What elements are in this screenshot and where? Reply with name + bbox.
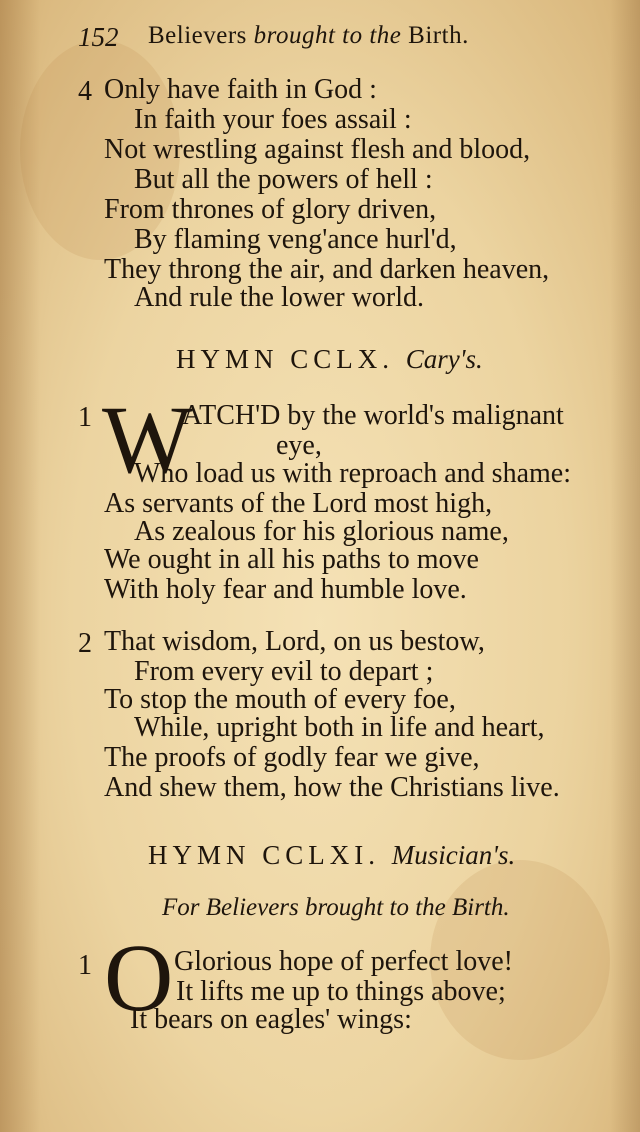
hymn-title bbox=[176, 344, 483, 375]
verse-line: eye, bbox=[276, 430, 322, 461]
binding-shadow bbox=[0, 0, 40, 1132]
running-header bbox=[78, 22, 618, 56]
hymn-tune: Cary's. bbox=[405, 344, 483, 374]
verse-line: From thrones of glory driven, bbox=[104, 194, 437, 225]
verse-line: ATCH'D by the world's malignant bbox=[182, 400, 564, 431]
verse-line: Only have faith in God : bbox=[104, 74, 377, 105]
verse-line: In faith your foes assail : bbox=[134, 104, 412, 135]
running-title bbox=[148, 22, 469, 50]
verse-line: The proofs of godly fear we give, bbox=[104, 742, 480, 773]
running-title-start: Believers bbox=[148, 22, 247, 49]
verse-line: As zealous for his glorious name, bbox=[134, 516, 509, 547]
verse-line: And shew them, how the Christians live. bbox=[104, 772, 560, 803]
stanza-number: 1 bbox=[78, 950, 92, 981]
verse-line: While, upright both in life and heart, bbox=[134, 712, 545, 743]
verse-line: We ought in all his paths to move bbox=[104, 544, 479, 575]
verse-line: And rule the lower world. bbox=[134, 282, 425, 313]
verse-line: That wisdom, Lord, on us bestow, bbox=[104, 626, 485, 657]
hymn-number: HYMN CCLX. bbox=[176, 344, 395, 374]
hymn-subtitle: For Believers brought to the Birth. bbox=[162, 894, 510, 921]
page-number: 152 bbox=[78, 22, 119, 52]
verse-line: From every evil to depart ; bbox=[134, 656, 434, 687]
running-title-end: Birth. bbox=[408, 22, 469, 49]
verse-line: It bears on eagles' wings: bbox=[130, 1004, 412, 1035]
running-title-italic: brought to the bbox=[253, 22, 402, 49]
verse-line: It lifts me up to things above; bbox=[176, 976, 506, 1007]
stanza-number: 2 bbox=[78, 628, 92, 659]
verse-line: Not wrestling against flesh and blood, bbox=[104, 134, 531, 165]
verse-line: They throng the air, and darken heaven, bbox=[104, 254, 550, 285]
verse-line: Glorious hope of perfect love! bbox=[174, 946, 513, 977]
hymn-number: HYMN CCLXI. bbox=[148, 840, 381, 870]
stanza-number: 4 bbox=[78, 76, 92, 107]
verse-line: But all the powers of hell : bbox=[134, 164, 433, 195]
verse-line: To stop the mouth of every foe, bbox=[104, 684, 456, 715]
drop-cap: O bbox=[104, 924, 174, 1031]
verse-line: Who load us with reproach and shame: bbox=[134, 458, 571, 489]
stanza-number: 1 bbox=[78, 402, 92, 433]
page-edge-shadow bbox=[610, 0, 640, 1132]
verse-line: With holy fear and humble love. bbox=[104, 574, 467, 605]
hymn-title bbox=[148, 840, 515, 871]
verse-line: By flaming veng'ance hurl'd, bbox=[134, 224, 457, 255]
drop-cap: W bbox=[102, 386, 193, 493]
hymn-tune: Musician's. bbox=[391, 840, 516, 870]
verse-line: As servants of the Lord most high, bbox=[104, 488, 493, 519]
